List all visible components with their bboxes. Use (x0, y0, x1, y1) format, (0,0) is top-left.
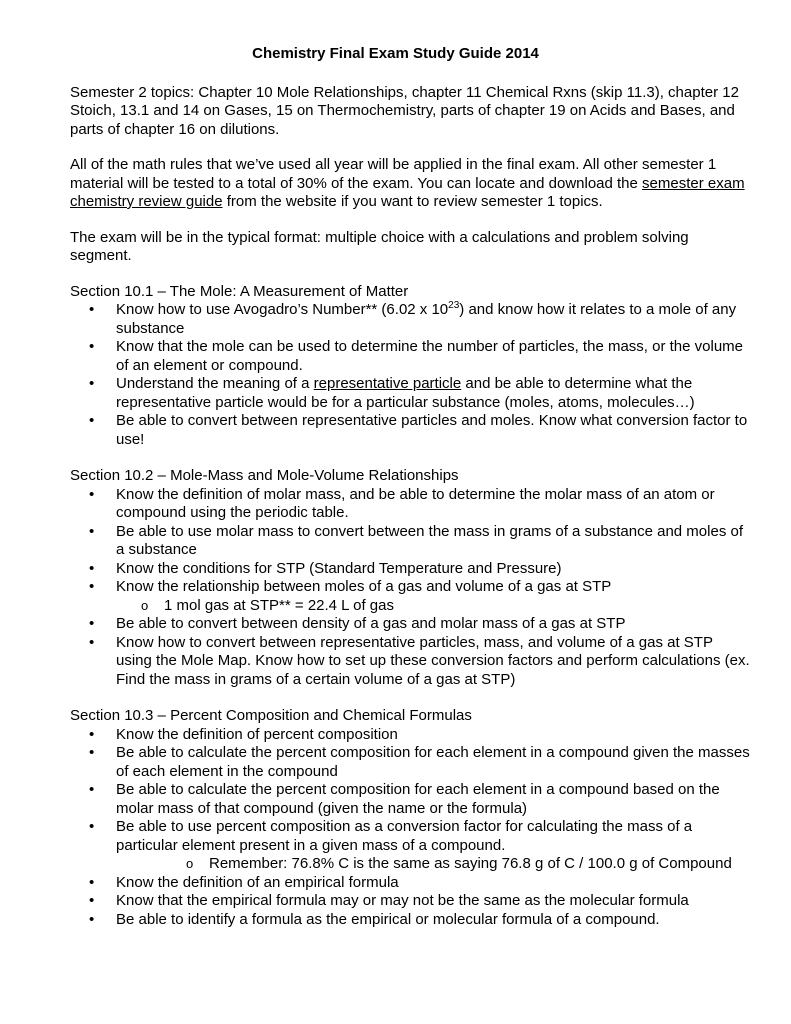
bullet-icon: • (89, 375, 95, 392)
list-item-text: Know the definition of percent composition (116, 725, 398, 743)
list-item (70, 744, 751, 781)
sub-list-item-text: 1 mol gas at STP** = 22.4 L of gas (164, 596, 394, 614)
section-10-2 (70, 467, 751, 689)
underlined-term: representative particle (313, 375, 462, 392)
list-item-text: Know the relationship between moles of a gas and volume of a gas at STP (116, 578, 612, 595)
sub-bullet-list (116, 597, 751, 616)
list-item (70, 818, 751, 874)
intro-math-text: All of the math rules that we’ve used all year will be applied in the final exam. All other semester 1 material will be tested to a total of 30% of the exam. You can locate and download the (70, 156, 717, 192)
bullet-icon: • (89, 522, 95, 540)
list-item-text: Know the definition of molar mass, and be able to determine the molar mass of an atom or compound using the periodic table. (116, 485, 715, 521)
bullet-list (70, 486, 751, 690)
intro-format-paragraph: The exam will be in the typical format: multiple choice with a calculations and problem solving segment. (70, 228, 689, 264)
list-item-text: Be able to calculate the percent composition for each element in a compound given the masses of each element in the compound (116, 744, 750, 780)
review-guide-link[interactable]: semester exam chemistry review guide (70, 174, 745, 210)
bullet-icon: • (89, 559, 95, 577)
bullet-icon: • (89, 910, 95, 928)
intro-topics-paragraph: Semester 2 topics: Chapter 10 Mole Relationships, chapter 11 Chemical Rxns (skip 11.3), chapter 12 Stoich, 13.1 and 14 on Gases, 15 on Thermochemistry, parts of chapter 19 on Acids and Bases, and parts of chapter 16 on dilutions. (70, 83, 739, 138)
list-item (70, 578, 751, 615)
list-item (70, 892, 751, 911)
list-item-text: Know that the empirical formula may or may not be the same as the molecular formula (116, 892, 689, 909)
list-item-text: Be able to use molar mass to convert between the mass in grams of a substance and moles of a substance (116, 522, 743, 558)
list-item (70, 412, 751, 449)
intro-math-paragraph (70, 156, 751, 212)
bullet-icon: • (89, 725, 95, 743)
bullet-icon: • (89, 781, 95, 798)
list-item-text: Know the conditions for STP (Standard Temperature and Pressure) (116, 559, 562, 577)
list-item-text: Know that the mole can be used to determine the number of particles, the mass, or the volume of an element or compound. (116, 338, 744, 374)
circle-bullet-icon: o (186, 856, 194, 871)
list-item (70, 486, 751, 523)
sub-list-item (116, 597, 751, 616)
list-item-text: Know the definition of an empirical formula (116, 873, 399, 891)
sub-bullet-list (116, 855, 751, 874)
list-item-text: Know how to convert between representative particles, mass, and volume of a gas at STP using the Mole Map. Know how to set up these conversion factors and perform calculations (ex. Find the mass in grams of a certain volume of a gas at STP) (116, 633, 750, 688)
list-item-text: Be able to use percent composition as a conversion factor for calculating the mass of a particular element present in a given mass of a compound. (116, 818, 693, 854)
superscript: 23 (448, 300, 460, 311)
bullet-icon: • (89, 615, 95, 632)
bullet-icon: • (89, 338, 95, 355)
bullet-icon: • (89, 873, 95, 891)
list-item-text: Understand the meaning of a (116, 375, 314, 392)
list-item (70, 726, 751, 745)
list-item (70, 911, 751, 930)
intro-math-text-end: from the website if you want to review semester 1 topics. (222, 193, 603, 210)
section-title: Section 10.2 – Mole-Mass and Mole-Volume Relationships (70, 467, 459, 484)
document-title: Chemistry Final Exam Study Guide 2014 (252, 45, 539, 62)
list-item (70, 874, 751, 893)
list-item (70, 634, 751, 690)
bullet-icon: • (89, 412, 95, 429)
list-item (70, 560, 751, 579)
sub-list-item (116, 855, 751, 874)
list-item-text: Be able to calculate the percent composition for each element in a compound based on the molar mass of that compound (given the name or the formula) (116, 781, 720, 817)
section-10-1 (70, 283, 751, 450)
list-item (70, 615, 751, 634)
list-item (70, 375, 751, 412)
bullet-icon: • (89, 578, 95, 595)
list-item (70, 781, 751, 818)
section-title: Section 10.1 – The Mole: A Measurement of Matter (70, 282, 409, 300)
list-item (70, 301, 751, 338)
bullet-icon: • (89, 744, 95, 761)
list-item (70, 338, 751, 375)
list-item-text-end: ) and know how it relates to a mole of any substance (116, 301, 737, 337)
list-item-text: Know how to use Avogadro’s Number** (6.02 x 10 (116, 301, 449, 318)
list-item (70, 523, 751, 560)
section-10-3 (70, 707, 751, 929)
list-item-text: Be able to identify a formula as the empirical or molecular formula of a compound. (116, 910, 660, 928)
list-item-text-end: and be able to determine what the representative particle would be for a particular substance (moles, atoms, molecules…) (116, 375, 695, 411)
bullet-icon: • (89, 485, 95, 503)
list-item-text: Be able to convert between representative particles and moles. Know what conversion factor to use! (116, 412, 748, 448)
section-title: Section 10.3 – Percent Composition and Chemical Formulas (70, 707, 472, 724)
list-item-text: Be able to convert between density of a gas and molar mass of a gas at STP (116, 615, 626, 632)
bullet-list (70, 301, 751, 449)
bullet-icon: • (89, 633, 95, 651)
bullet-icon: • (89, 301, 95, 318)
sub-list-item-text: Remember: 76.8% C is the same as saying 76.8 g of C / 100.0 g of Compound (209, 855, 732, 872)
circle-bullet-icon: o (141, 597, 149, 613)
bullet-list (70, 726, 751, 930)
bullet-icon: • (89, 892, 95, 909)
bullet-icon: • (89, 818, 95, 835)
